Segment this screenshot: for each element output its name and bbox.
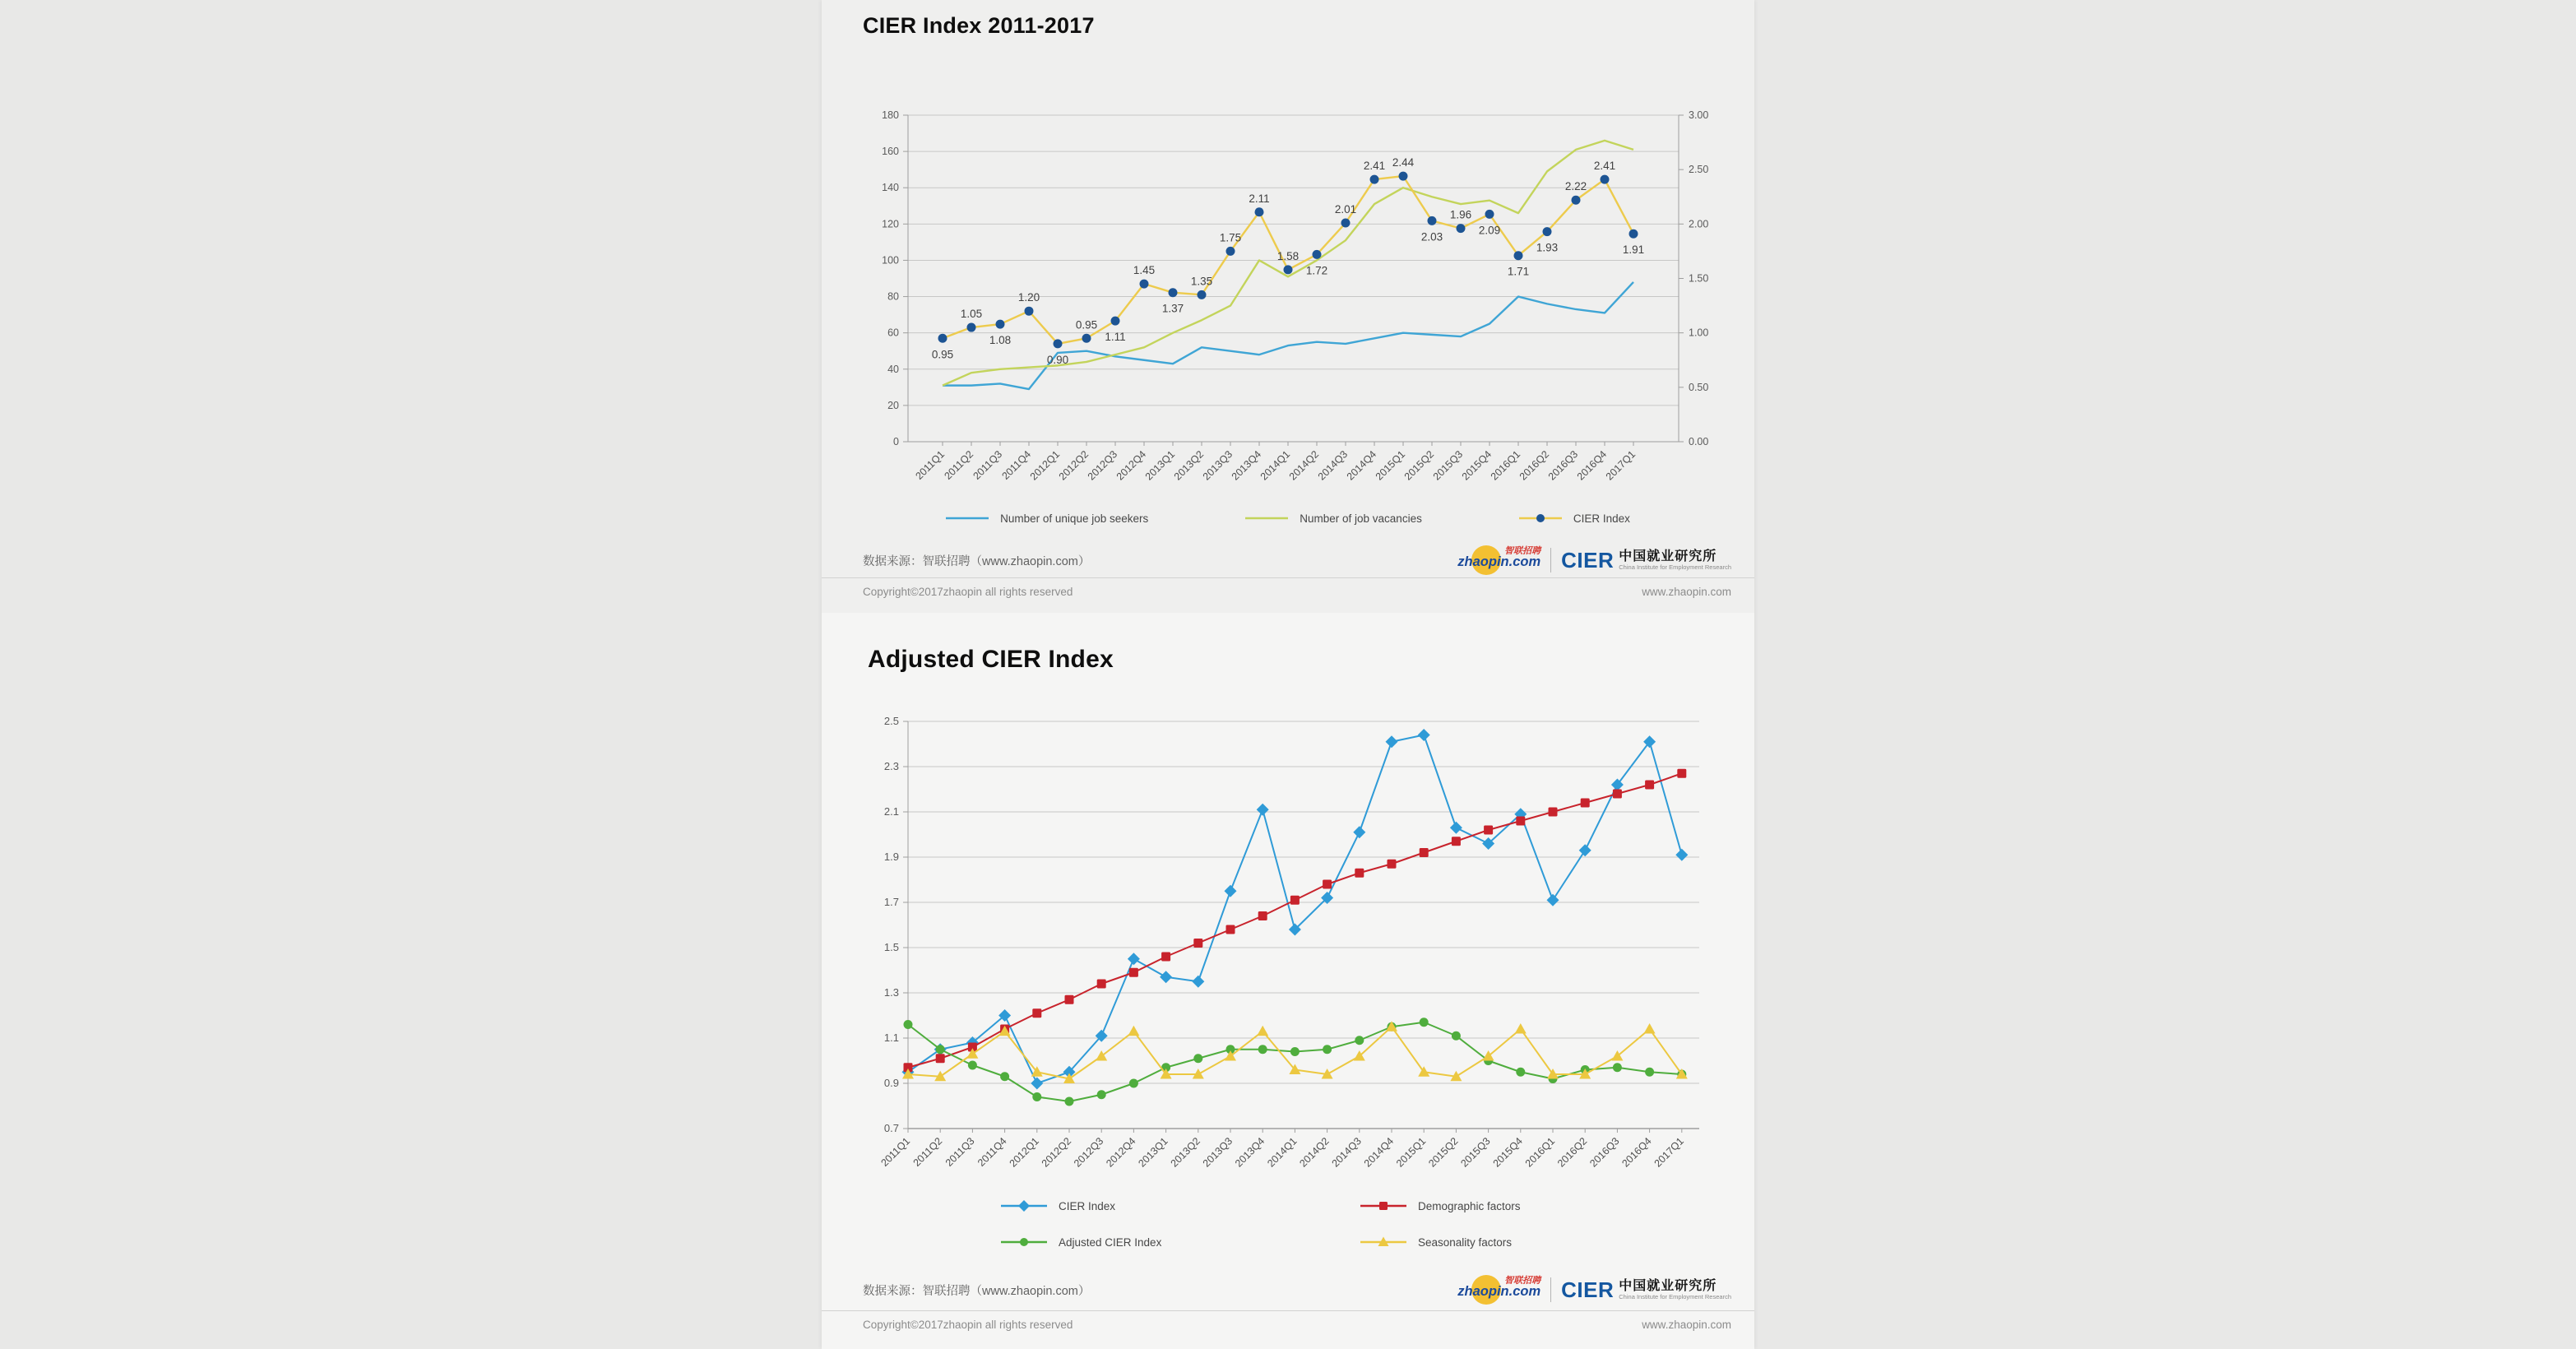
- adjusted-cier-index-swatch: [1001, 1235, 1047, 1249]
- cier-logo-acronym: CIER: [1561, 547, 1615, 573]
- data-source-note: 数据来源：智联招聘（www.zhaopin.com）: [863, 1284, 1091, 1298]
- svg-text:1.91: 1.91: [1622, 243, 1645, 257]
- top-chart-legend: [822, 512, 1754, 525]
- cier-logo-acronym: CIER: [1561, 1277, 1615, 1302]
- top-source-row: [822, 543, 1754, 577]
- svg-text:0.00: 0.00: [1689, 436, 1709, 447]
- svg-text:2012Q1: 2012Q1: [1007, 1135, 1041, 1170]
- website-text: www.zhaopin.com: [1642, 1319, 1731, 1331]
- report-panel: [822, 0, 1754, 1349]
- zhaopin-logo: [1448, 1273, 1541, 1306]
- svg-text:0.7: 0.7: [883, 1122, 899, 1134]
- svg-text:2013Q3: 2013Q3: [1200, 448, 1235, 483]
- zhaopin-logo-url: zhaopin.com: [1457, 554, 1541, 569]
- cier-logo-en: China Institute for Employment Research: [1619, 1292, 1731, 1300]
- legend-label: CIER Index: [1059, 1199, 1116, 1212]
- svg-text:0.95: 0.95: [931, 348, 954, 361]
- svg-text:0.50: 0.50: [1689, 381, 1709, 393]
- legend-item-demographic-factors: [1360, 1198, 1521, 1213]
- cier-index-chart: [822, 99, 1754, 510]
- svg-text:2011Q3: 2011Q3: [943, 1135, 977, 1169]
- svg-text:2.22: 2.22: [1564, 180, 1587, 193]
- svg-text:2016Q2: 2016Q2: [1517, 448, 1552, 483]
- svg-text:2015Q1: 2015Q1: [1393, 1135, 1429, 1170]
- svg-text:1.35: 1.35: [1190, 275, 1213, 288]
- svg-text:2013Q4: 2013Q4: [1232, 1135, 1267, 1170]
- svg-text:2.50: 2.50: [1689, 164, 1709, 176]
- svg-text:2011Q4: 2011Q4: [999, 448, 1034, 482]
- svg-text:2012Q4: 2012Q4: [1114, 448, 1149, 483]
- legend-item-job-vacancies: [1245, 512, 1422, 525]
- svg-text:1.05: 1.05: [960, 308, 983, 321]
- svg-text:1.9: 1.9: [883, 851, 899, 863]
- svg-text:2014Q3: 2014Q3: [1329, 1135, 1364, 1170]
- copyright-text: Copyright©2017zhaopin all rights reserved: [863, 1319, 1073, 1331]
- svg-text:2012Q2: 2012Q2: [1056, 448, 1091, 483]
- logo-divider: [1550, 548, 1551, 573]
- svg-text:2013Q2: 2013Q2: [1168, 1135, 1202, 1170]
- svg-text:2012Q1: 2012Q1: [1027, 448, 1063, 483]
- svg-text:2015Q1: 2015Q1: [1373, 448, 1408, 483]
- legend-item-adjusted-cier-index: [1001, 1235, 1360, 1249]
- website-text: www.zhaopin.com: [1642, 586, 1731, 598]
- svg-text:1.50: 1.50: [1689, 272, 1709, 285]
- svg-text:2013Q2: 2013Q2: [1171, 448, 1207, 483]
- legend-item-seasonality-factors: [1360, 1235, 1521, 1249]
- svg-text:2012Q3: 2012Q3: [1085, 448, 1120, 483]
- legend-item-job-seekers: [946, 512, 1148, 525]
- bottom-copyright-row: [822, 1319, 1754, 1331]
- svg-text:2.5: 2.5: [883, 715, 899, 727]
- svg-text:2016Q4: 2016Q4: [1574, 448, 1610, 483]
- svg-text:2011Q1: 2011Q1: [878, 1135, 913, 1169]
- svg-text:1.7: 1.7: [883, 896, 899, 908]
- svg-text:2014Q3: 2014Q3: [1315, 448, 1351, 483]
- logo-divider: [1550, 1277, 1551, 1302]
- svg-text:2011Q2: 2011Q2: [910, 1135, 945, 1169]
- svg-text:2014Q2: 2014Q2: [1297, 1135, 1332, 1170]
- svg-text:2016Q3: 2016Q3: [1587, 1135, 1622, 1170]
- svg-text:2015Q3: 2015Q3: [1458, 1135, 1493, 1170]
- svg-text:140: 140: [882, 182, 899, 194]
- svg-text:2.1: 2.1: [883, 805, 899, 818]
- top-copyright-row: [822, 586, 1754, 598]
- legend-label: Adjusted CIER Index: [1059, 1235, 1162, 1249]
- svg-text:2013Q1: 2013Q1: [1136, 1135, 1170, 1170]
- svg-text:2016Q1: 2016Q1: [1488, 448, 1523, 483]
- svg-text:2017Q1: 2017Q1: [1603, 448, 1638, 483]
- svg-text:0.90: 0.90: [1046, 353, 1069, 366]
- svg-text:2014Q2: 2014Q2: [1286, 448, 1322, 483]
- svg-text:2.41: 2.41: [1363, 160, 1386, 173]
- svg-text:1.20: 1.20: [1017, 291, 1040, 304]
- svg-text:0: 0: [893, 436, 899, 447]
- svg-text:2011Q1: 2011Q1: [913, 448, 947, 482]
- svg-text:160: 160: [882, 146, 899, 158]
- svg-text:2014Q4: 2014Q4: [1344, 448, 1379, 483]
- svg-text:2.00: 2.00: [1689, 218, 1709, 230]
- svg-text:1.00: 1.00: [1689, 327, 1709, 339]
- zhaopin-logo: [1448, 544, 1541, 577]
- legend-label: CIER Index: [1573, 512, 1630, 525]
- svg-text:1.96: 1.96: [1449, 208, 1472, 221]
- svg-text:1.08: 1.08: [989, 334, 1012, 347]
- svg-text:2.01: 2.01: [1334, 203, 1357, 216]
- svg-text:1.72: 1.72: [1305, 264, 1328, 277]
- svg-text:1.45: 1.45: [1133, 264, 1156, 277]
- svg-text:20: 20: [887, 399, 899, 411]
- svg-text:2.03: 2.03: [1420, 230, 1443, 243]
- svg-text:1.5: 1.5: [883, 941, 899, 953]
- demographic-factors-swatch: [1360, 1198, 1406, 1213]
- bottom-source-row: [822, 1271, 1754, 1309]
- cier-logo-en: China Institute for Employment Research: [1619, 563, 1731, 571]
- adjusted-cier-chart-section: [822, 613, 1754, 1349]
- job-vacancies-line-swatch: [1245, 512, 1288, 525]
- svg-text:1.58: 1.58: [1276, 249, 1300, 262]
- bottom-chart-title: Adjusted CIER Index: [868, 646, 1114, 673]
- svg-text:60: 60: [887, 327, 899, 339]
- zhaopin-logo-cn: 智联招聘: [1504, 1276, 1541, 1286]
- svg-text:2015Q2: 2015Q2: [1402, 448, 1437, 483]
- svg-text:2.09: 2.09: [1478, 224, 1501, 237]
- svg-text:2.44: 2.44: [1392, 156, 1415, 169]
- job-seekers-line-swatch: [946, 512, 989, 525]
- svg-text:2014Q4: 2014Q4: [1361, 1135, 1397, 1170]
- svg-text:2015Q4: 2015Q4: [1490, 1135, 1525, 1170]
- legend-label: Number of job vacancies: [1300, 512, 1422, 525]
- seasonality-factors-swatch: [1360, 1235, 1406, 1249]
- cier-logo-cn: 中国就业研究所: [1619, 1279, 1717, 1294]
- svg-text:1.75: 1.75: [1219, 231, 1242, 244]
- bottom-chart-legend: [1001, 1198, 1521, 1249]
- svg-text:2013Q1: 2013Q1: [1142, 448, 1178, 483]
- svg-text:2012Q3: 2012Q3: [1071, 1135, 1106, 1170]
- legend-item-cier-index: [1519, 512, 1630, 525]
- svg-text:1.11: 1.11: [1105, 331, 1126, 344]
- svg-text:100: 100: [882, 254, 899, 267]
- footer-divider: [822, 577, 1754, 578]
- svg-text:2016Q4: 2016Q4: [1619, 1135, 1654, 1170]
- cier-index-chart-section: [822, 0, 1754, 613]
- svg-text:2013Q3: 2013Q3: [1200, 1135, 1235, 1170]
- svg-text:2011Q2: 2011Q2: [942, 448, 976, 482]
- svg-text:1.3: 1.3: [883, 986, 899, 999]
- svg-text:40: 40: [887, 363, 899, 375]
- svg-text:2016Q2: 2016Q2: [1554, 1135, 1590, 1170]
- copyright-text: Copyright©2017zhaopin all rights reserved: [863, 586, 1073, 598]
- svg-text:2.41: 2.41: [1593, 160, 1616, 173]
- svg-text:2011Q4: 2011Q4: [975, 1135, 1009, 1169]
- legend-label: Number of unique job seekers: [1000, 512, 1149, 525]
- cier-index-swatch: [1001, 1198, 1047, 1213]
- svg-text:2015Q4: 2015Q4: [1459, 448, 1494, 483]
- adjusted-cier-chart: [822, 707, 1754, 1197]
- legend-label: Demographic factors: [1418, 1199, 1521, 1212]
- svg-text:1.71: 1.71: [1507, 265, 1530, 278]
- legend-label: Seasonality factors: [1418, 1235, 1513, 1249]
- svg-text:2017Q1: 2017Q1: [1652, 1135, 1686, 1170]
- svg-text:2.11: 2.11: [1249, 192, 1270, 205]
- svg-text:80: 80: [887, 290, 899, 303]
- data-source-note: 数据来源：智联招聘（www.zhaopin.com）: [863, 554, 1091, 568]
- brand-logos: [1448, 1273, 1731, 1306]
- svg-text:2.3: 2.3: [883, 760, 899, 772]
- svg-text:0.95: 0.95: [1075, 318, 1098, 331]
- svg-text:2014Q1: 2014Q1: [1265, 1135, 1300, 1170]
- svg-text:2016Q1: 2016Q1: [1522, 1135, 1558, 1170]
- zhaopin-logo-cn: 智联招聘: [1504, 546, 1541, 556]
- svg-text:2012Q4: 2012Q4: [1104, 1135, 1138, 1170]
- svg-text:2015Q3: 2015Q3: [1430, 448, 1466, 483]
- svg-text:2013Q4: 2013Q4: [1229, 448, 1264, 483]
- svg-text:2014Q1: 2014Q1: [1258, 448, 1293, 483]
- svg-text:2015Q2: 2015Q2: [1426, 1135, 1461, 1170]
- svg-text:2011Q3: 2011Q3: [971, 448, 1005, 482]
- svg-text:120: 120: [882, 218, 899, 230]
- svg-text:180: 180: [882, 109, 899, 121]
- svg-text:1.93: 1.93: [1536, 241, 1559, 254]
- brand-logos: [1448, 544, 1731, 577]
- cier-logo-cn: 中国就业研究所: [1619, 549, 1717, 564]
- svg-text:2016Q3: 2016Q3: [1545, 448, 1581, 483]
- cier-logo: [1561, 1277, 1731, 1303]
- footer-divider: [822, 1310, 1754, 1311]
- top-chart-title: CIER Index 2011-2017: [863, 13, 1095, 38]
- svg-text:0.9: 0.9: [883, 1077, 899, 1089]
- svg-text:1.1: 1.1: [883, 1031, 899, 1044]
- svg-text:3.00: 3.00: [1689, 109, 1709, 121]
- zhaopin-logo-url: zhaopin.com: [1457, 1284, 1541, 1299]
- svg-text:1.37: 1.37: [1161, 302, 1184, 315]
- cier-logo: [1561, 548, 1731, 573]
- cier-index-line-swatch: [1519, 512, 1562, 525]
- svg-text:2012Q2: 2012Q2: [1039, 1135, 1074, 1170]
- legend-item-cier-index: [1001, 1198, 1360, 1213]
